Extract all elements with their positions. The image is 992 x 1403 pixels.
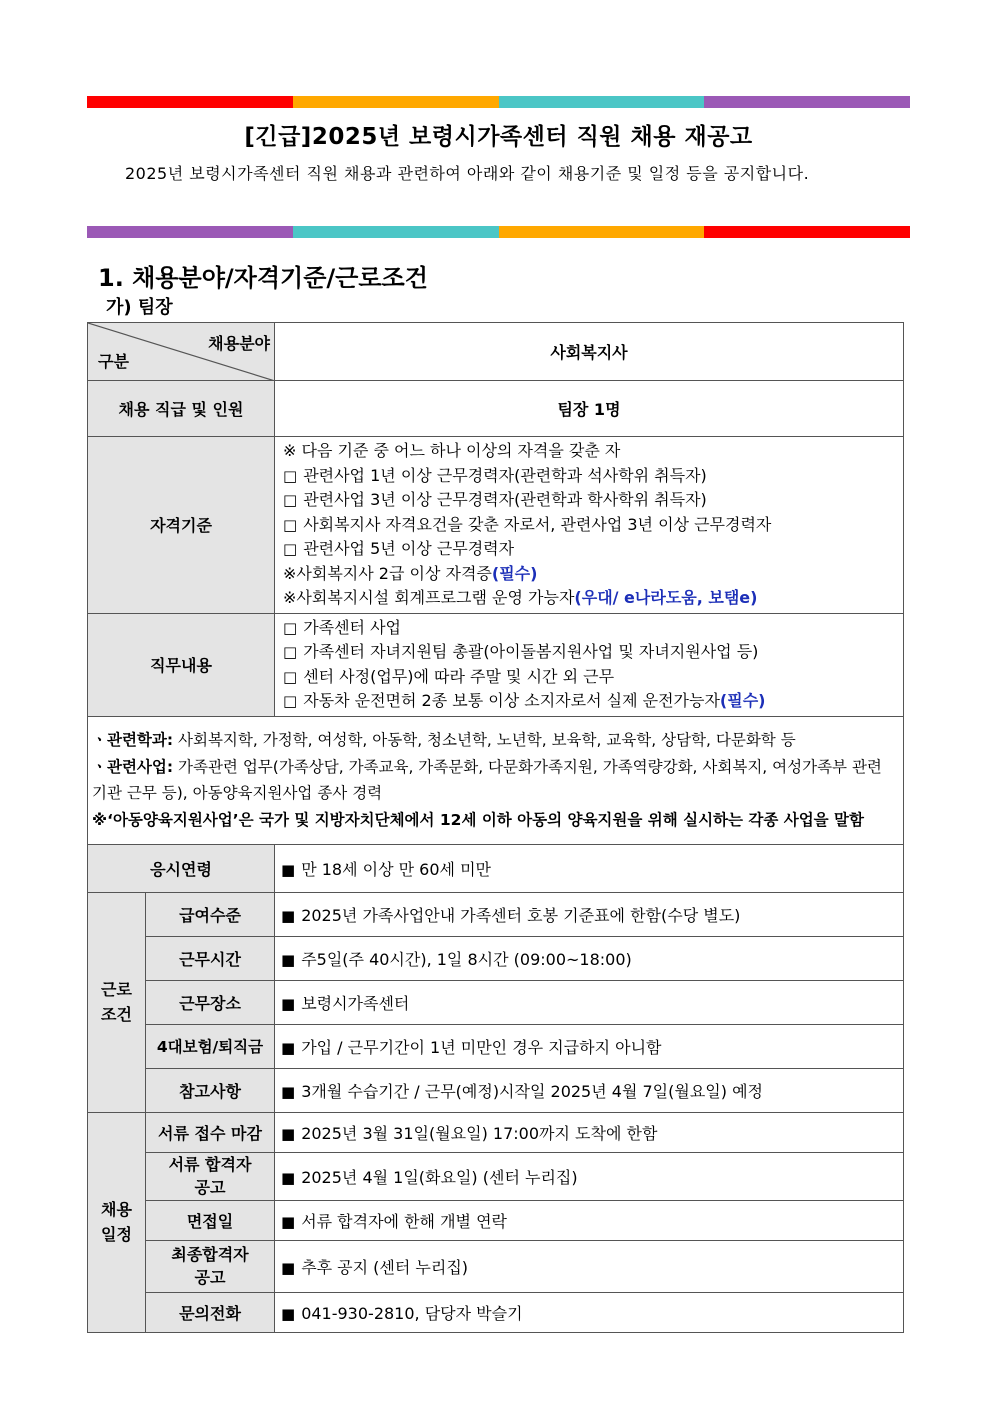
age-value: ■ 만 18세 이상 만 60세 미만 bbox=[275, 844, 904, 892]
insurance-label: 4대보험/퇴직금 bbox=[146, 1024, 275, 1068]
list-item: □ 관련사업 5년 이상 근무경력자 bbox=[283, 539, 515, 558]
related-dept-note: ㆍ관련학과: 사회복지학, 가정학, 여성학, 아동학, 청소년학, 노년학, 보육학, 교육학, 상담학, 다문화학 등 bbox=[92, 731, 796, 749]
bullet-icon: ■ bbox=[281, 1212, 296, 1231]
final-pass-value: ■ 추후 공지 (센터 누리집) bbox=[275, 1240, 904, 1292]
checkbox-icon: □ bbox=[283, 491, 298, 509]
bullet-icon: ■ bbox=[281, 994, 296, 1013]
interview-label: 면접일 bbox=[146, 1200, 275, 1240]
list-item: □ 관련사업 1년 이상 근무경력자(관련학과 석사학위 취득자) bbox=[283, 465, 707, 485]
list-item: □ 자동차 운전면허 2종 보통 이상 소지자로서 실제 운전가능자(필수) bbox=[283, 691, 766, 710]
age-label: 응시연령 bbox=[88, 844, 275, 892]
list-item: □ 가족센터 사업 bbox=[283, 617, 402, 637]
work-conditions-label: 근로 조건 bbox=[88, 892, 146, 1112]
deadline-value: ■ 2025년 3월 31일(월요일) 17:00까지 도착에 한함 bbox=[275, 1112, 904, 1152]
recruitment-table bbox=[87, 322, 904, 1333]
bullet-icon: ■ bbox=[281, 950, 296, 969]
required-cert-note: ※사회복지사 2급 이상 자격증(필수) bbox=[283, 563, 538, 583]
duty-list bbox=[275, 613, 904, 716]
position-value: 팀장 1명 bbox=[275, 381, 904, 437]
bullet-icon: ■ bbox=[281, 1304, 296, 1323]
required-badge: (필수) bbox=[719, 691, 766, 710]
checkbox-icon: □ bbox=[283, 466, 298, 485]
preferred-badge: (우대/ e나라도움, 보탬e) bbox=[574, 588, 758, 607]
checkbox-icon: □ bbox=[283, 515, 298, 534]
contact-value: ■ 041-930-2810, 담당자 박슬기 bbox=[275, 1292, 904, 1332]
top-color-bar bbox=[87, 96, 910, 108]
subsection-heading: 가) 팀장 bbox=[106, 297, 173, 318]
qualification-list bbox=[275, 437, 904, 614]
pay-label: 급여수준 bbox=[146, 892, 275, 936]
reference-label: 참고사항 bbox=[146, 1068, 275, 1112]
reference-value: ■ 3개월 수습기간 / 근무(예정)시작일 2025년 4월 7일(월요일) 예정 bbox=[275, 1068, 904, 1112]
place-label: 근무장소 bbox=[146, 980, 275, 1024]
list-item: □ 관련사업 3년 이상 근무경력자(관련학과 학사학위 취득자) bbox=[283, 490, 707, 509]
notes-cell bbox=[88, 716, 904, 844]
bullet-icon: ■ bbox=[281, 860, 296, 879]
checkbox-icon: □ bbox=[283, 643, 298, 661]
interview-value: ■ 서류 합격자에 한해 개별 연락 bbox=[275, 1200, 904, 1240]
hours-value: ■ 주5일(주 40시간), 1일 8시간 (09:00~18:00) bbox=[275, 936, 904, 980]
related-biz-note: ㆍ관련사업: 가족관련 업무(가족상담, 가족교육, 가족문화, 다문화가족지원, 가족역량강화, 사회복지, 여성가족부 관련 기관 근무 등), 아동양육지원사업 종사 경력 bbox=[92, 757, 882, 802]
required-badge: (필수) bbox=[491, 563, 538, 583]
corner-top-label: 채용분야 bbox=[208, 334, 270, 353]
doc-pass-value: ■ 2025년 4월 1일(화요일) (센터 누리집) bbox=[275, 1152, 904, 1200]
hours-label: 근무시간 bbox=[146, 936, 275, 980]
qualification-intro: ※ 다음 기준 중 어느 하나 이상의 자격을 갖춘 자 bbox=[283, 441, 621, 460]
checkbox-icon: □ bbox=[283, 667, 298, 686]
list-item: □ 사회복지사 자격요건을 갖춘 자로서, 관련사업 3년 이상 근무경력자 bbox=[283, 514, 772, 534]
bullet-icon: ■ bbox=[281, 1258, 296, 1277]
schedule-label: 채용 일정 bbox=[88, 1112, 146, 1332]
bullet-icon: ■ bbox=[281, 906, 296, 925]
position-label: 채용 직급 및 인원 bbox=[88, 381, 275, 437]
pay-value: ■ 2025년 가족사업안내 가족센터 호봉 기준표에 한함(수당 별도) bbox=[275, 892, 904, 936]
intro-text: 2025년 보령시가족센터 직원 채용과 관련하여 아래와 같이 채용기준 및 일정 등을 공지합니다. bbox=[125, 164, 810, 183]
corner-header-cell bbox=[88, 323, 275, 381]
final-pass-label: 최종합격자 공고 bbox=[146, 1240, 275, 1292]
child-support-note: ※‘아동양육지원사업’은 국가 및 지방자치단체에서 12세 이하 아동의 양육지원을 위해 실시하는 각종 사업을 말함 bbox=[92, 810, 864, 829]
place-value: ■ 보령시가족센터 bbox=[275, 980, 904, 1024]
list-item: □ 가족센터 자녀지원팀 총괄(아이돌봄지원사업 및 자녀지원사업 등) bbox=[283, 642, 759, 661]
section-heading: 1. 채용분야/자격기준/근로조건 bbox=[98, 264, 428, 292]
checkbox-icon: □ bbox=[283, 540, 298, 558]
corner-bottom-label: 구분 bbox=[98, 352, 129, 371]
preferred-note: ※사회복지시설 회계프로그램 운영 가능자(우대/ e나라도움, 보탬e) bbox=[283, 588, 758, 607]
list-item: □ 센터 사정(업무)에 따라 주말 및 시간 외 근무 bbox=[283, 666, 615, 686]
checkbox-icon: □ bbox=[283, 692, 298, 710]
deadline-label: 서류 접수 마감 bbox=[146, 1112, 275, 1152]
bullet-icon: ■ bbox=[281, 1082, 296, 1101]
qualification-label: 자격기준 bbox=[88, 437, 275, 614]
checkbox-icon: □ bbox=[283, 618, 298, 637]
bullet-icon: ■ bbox=[281, 1038, 296, 1057]
bottom-color-bar bbox=[87, 226, 910, 238]
duty-label: 직무내용 bbox=[88, 613, 275, 716]
bullet-icon: ■ bbox=[281, 1168, 296, 1187]
insurance-value: ■ 가입 / 근무기간이 1년 미만인 경우 지급하지 아니함 bbox=[275, 1024, 904, 1068]
doc-pass-label: 서류 합격자 공고 bbox=[146, 1152, 275, 1200]
bullet-icon: ■ bbox=[281, 1124, 296, 1143]
page-title: [긴급]2025년 보령시가족센터 직원 채용 재공고 bbox=[244, 124, 753, 150]
field-value: 사회복지사 bbox=[275, 323, 904, 381]
contact-label: 문의전화 bbox=[146, 1292, 275, 1332]
